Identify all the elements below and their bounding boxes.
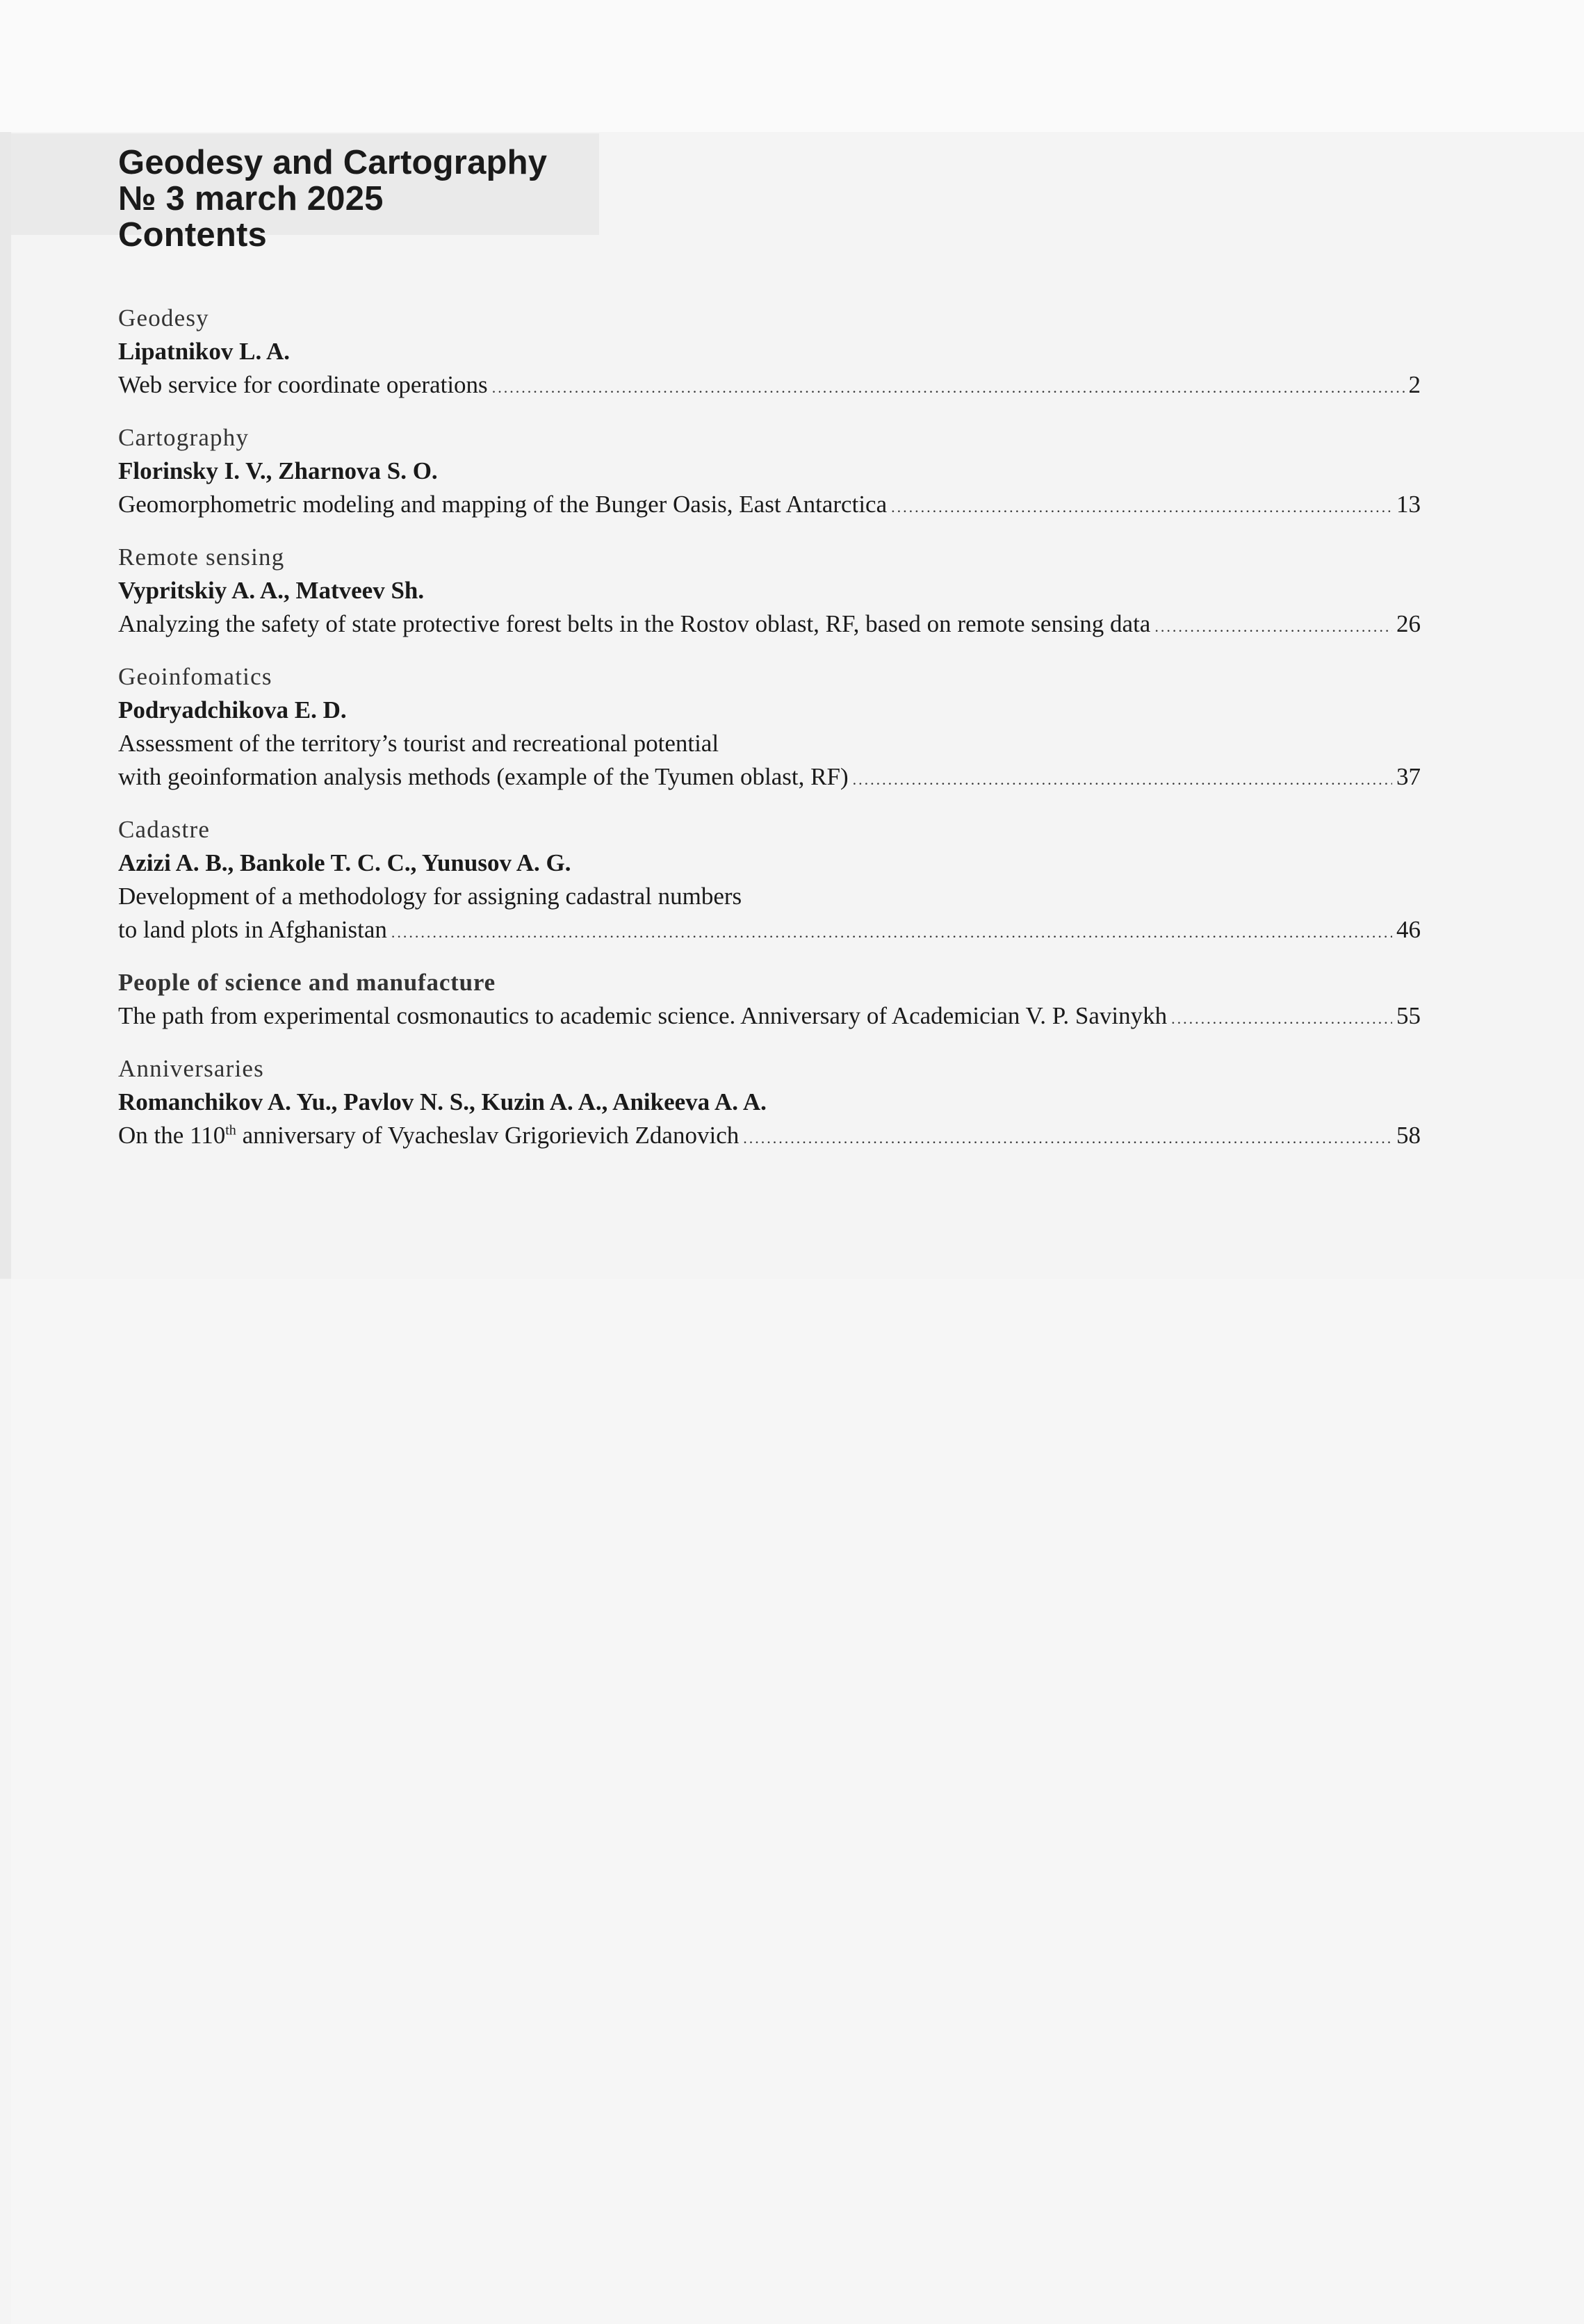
dot-leader bbox=[391, 916, 1392, 949]
dot-leader bbox=[492, 371, 1405, 404]
table-of-contents bbox=[118, 302, 1421, 1172]
toc-entry[interactable] bbox=[118, 607, 1421, 644]
dot-leader bbox=[891, 491, 1392, 524]
article-authors: Lipatnikov L. A. bbox=[118, 338, 291, 365]
article-title-prefix: On the 110 bbox=[118, 1122, 226, 1149]
page-number: 2 bbox=[1408, 371, 1421, 398]
scan-lower-area bbox=[11, 1279, 1584, 2324]
page-number: 46 bbox=[1396, 916, 1421, 943]
section-rubric: Anniversaries bbox=[118, 1055, 264, 1082]
page-number: 55 bbox=[1396, 1002, 1421, 1029]
article-title bbox=[118, 1119, 739, 1152]
toc-section-remote-sensing bbox=[118, 541, 1421, 644]
section-rubric: Geoinfomatics bbox=[118, 663, 272, 690]
toc-section-people-of-science bbox=[118, 966, 1421, 1036]
section-rubric: Cartography bbox=[118, 424, 250, 451]
toc-entry[interactable] bbox=[118, 760, 1421, 796]
page-number: 13 bbox=[1396, 491, 1421, 518]
article-title: with geoinformation analysis methods (example of the Tyumen oblast, RF) bbox=[118, 763, 849, 790]
issue-number: № 3 march 2025 bbox=[118, 180, 384, 218]
toc-section-anniversaries bbox=[118, 1052, 1421, 1155]
article-title: Web service for coordinate operations bbox=[118, 371, 488, 398]
dot-leader bbox=[853, 763, 1392, 796]
section-rubric: Remote sensing bbox=[118, 543, 285, 571]
scan-margin-left bbox=[0, 132, 11, 1279]
article-title: Geomorphometric modeling and mapping of the Bunger Oasis, East Antarctica bbox=[118, 491, 888, 518]
toc-entry[interactable] bbox=[118, 488, 1421, 524]
toc-entry[interactable] bbox=[118, 999, 1421, 1036]
page-header bbox=[118, 145, 547, 253]
ordinal-suffix: th bbox=[225, 1122, 236, 1138]
page-number: 37 bbox=[1396, 763, 1421, 790]
article-title: Analyzing the safety of state protective forest belts in the Rostov oblast, RF, based on remote sensing data bbox=[118, 610, 1151, 637]
article-authors: Romanchikov A. Yu., Pavlov N. S., Kuzin A. A., Anikeeva A. A. bbox=[118, 1088, 767, 1115]
dot-leader bbox=[743, 1122, 1392, 1155]
article-authors: Vypritskiy A. A., Matveev Sh. bbox=[118, 577, 425, 604]
article-authors: Podryadchikova E. D. bbox=[118, 696, 347, 723]
section-rubric: Geodesy bbox=[118, 304, 209, 332]
dot-leader bbox=[1171, 1002, 1392, 1036]
toc-entry[interactable] bbox=[118, 368, 1421, 404]
section-rubric: Cadastre bbox=[118, 816, 211, 843]
article-authors: Florinsky I. V., Zharnova S. O. bbox=[118, 457, 438, 484]
article-title-line: Assessment of the territory’s tourist and recreational potential bbox=[118, 730, 719, 757]
toc-entry[interactable] bbox=[118, 913, 1421, 949]
section-rubric: People of science and manufacture bbox=[118, 969, 496, 996]
article-title-line: Development of a methodology for assigning cadastral numbers bbox=[118, 883, 742, 910]
scan-margin-top bbox=[0, 0, 1584, 132]
contents-heading: Contents bbox=[118, 216, 267, 254]
page-number: 26 bbox=[1396, 610, 1421, 637]
toc-entry[interactable] bbox=[118, 1119, 1421, 1155]
article-authors: Azizi A. B., Bankole T. C. C., Yunusov A. G. bbox=[118, 849, 571, 876]
article-title: The path from experimental cosmonautics to academic science. Anniversary of Academician V. P. Savinykh bbox=[118, 1002, 1168, 1029]
dot-leader bbox=[1154, 610, 1392, 644]
page-number: 58 bbox=[1396, 1122, 1421, 1149]
article-title-rest: anniversary of Vyacheslav Grigorievich Zdanovich bbox=[236, 1122, 740, 1149]
toc-section-geodesy bbox=[118, 302, 1421, 404]
toc-section-geoinformatics bbox=[118, 660, 1421, 796]
toc-section-cadastre bbox=[118, 813, 1421, 949]
article-title: to land plots in Afghanistan bbox=[118, 916, 387, 943]
journal-title: Geodesy and Cartography bbox=[118, 144, 548, 181]
toc-section-cartography bbox=[118, 421, 1421, 524]
